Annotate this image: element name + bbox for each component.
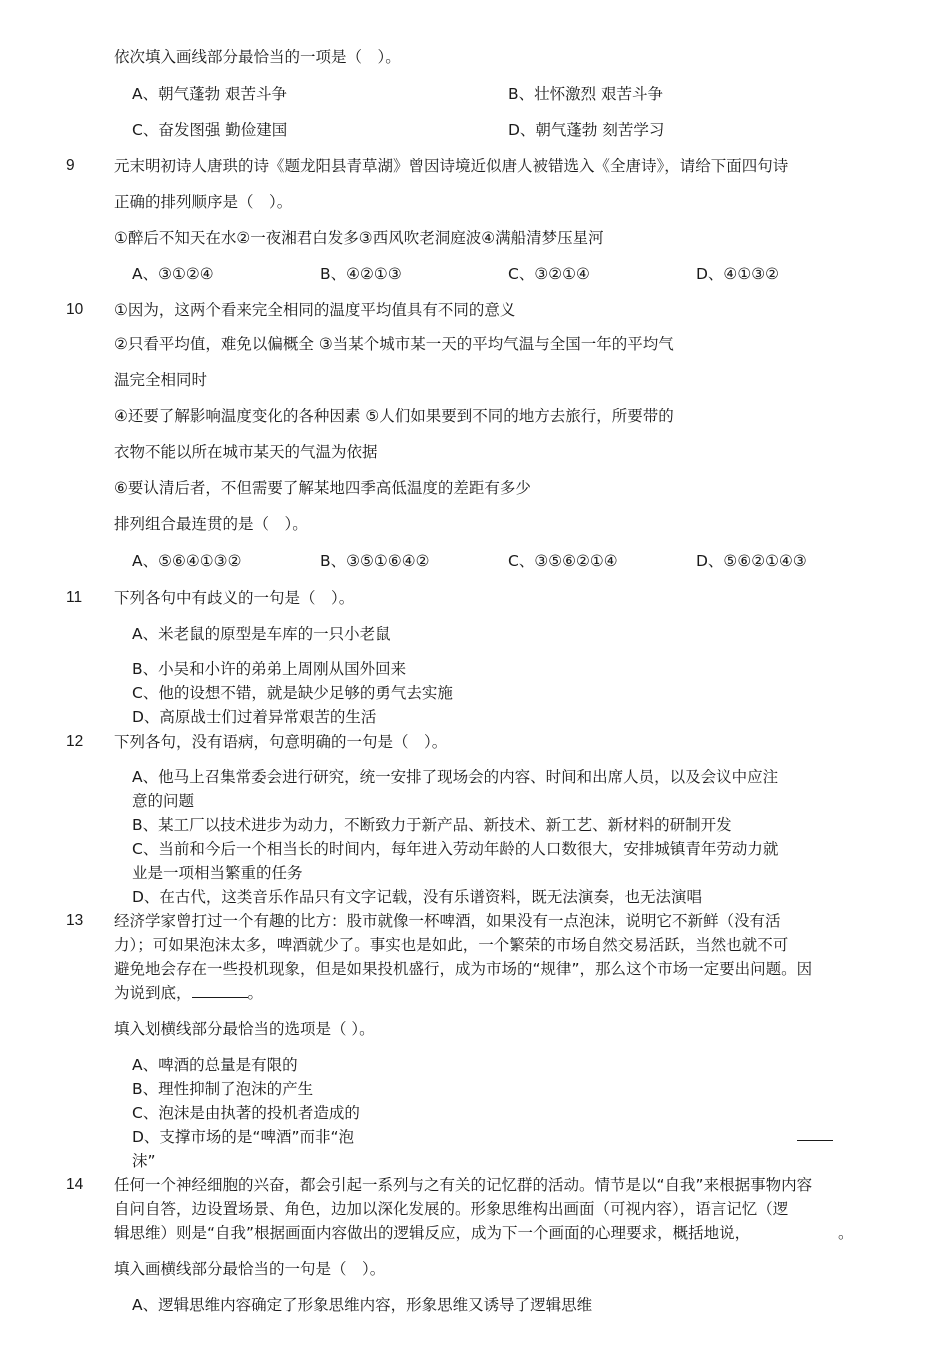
q13-passage-line-4	[114, 983, 263, 1003]
q13-question: 填入划横线部分最恰当的选项是（ ）。	[114, 1020, 375, 1038]
q14-passage-line-3: 辑思维）则是“自我”根据画面内容做出的逻辑反应，成为下一个画面的心理要求，概括地说，	[114, 1224, 751, 1242]
q11-option-a: A、米老鼠的原型是车库的一只小老鼠	[132, 625, 391, 643]
q12-option-a-line-1: A、他马上召集常委会进行研究，统一安排了现场会的内容、时间和出席人员，以及会议中应注	[132, 768, 779, 786]
q13-option-c: C、泡沫是由执著的投机者造成的	[132, 1104, 360, 1122]
q13-passage-line-1: 经济学家曾打过一个有趣的比方：股市就像一杯啤酒，如果没有一点泡沫，说明它不新鲜（没有活	[114, 912, 781, 930]
q9-option-c: C、③②①④	[508, 265, 590, 283]
q10-sentence-3-cont: 温完全相同时	[114, 371, 208, 389]
q13-option-a: A、啤酒的总量是有限的	[132, 1056, 298, 1074]
q8-option-d: D、朝气蓬勃 刻苦学习	[508, 121, 665, 139]
q13-option-d-line-1: D、支撑市场的是“啤酒”而非“泡	[132, 1128, 355, 1146]
q10-sentence-6: ⑥要认清后者，不但需要了解某地四季高低温度的差距有多少	[114, 479, 531, 497]
q8-option-b: B、壮怀激烈 艰苦斗争	[508, 85, 664, 103]
q11-option-d: D、高原战士们过着异常艰苦的生活	[132, 708, 377, 726]
q14-number: 14	[66, 1176, 84, 1193]
q13-passage-end: 。	[247, 984, 264, 1002]
q10-option-c: C、③⑤⑥②①④	[508, 552, 618, 570]
q13-passage-line-3: 避免地会存在一些投机现象，但是如果投机盛行，成为市场的“规律”，那么这个市场一定要出问题。因	[114, 960, 813, 978]
q12-option-c-line-1: C、当前和今后一个相当长的时间内，每年进入劳动年龄的人口数很大，安排城镇青年劳动力就	[132, 840, 779, 858]
q8-option-c: C、奋发图强 勤俭建国	[132, 121, 288, 139]
q13-passage-text: 为说到底，	[114, 984, 192, 1002]
q8-stem: 依次填入画线部分最恰当的一项是（ ）。	[114, 48, 401, 66]
q10-sentence-2-3: ②只看平均值，难免以偏概全 ③当某个城市某一天的平均气温与全国一年的平均气	[114, 335, 674, 353]
q14-option-a: A、逻辑思维内容确定了形象思维内容，形象思维又诱导了逻辑思维	[132, 1296, 593, 1314]
q12-number: 12	[66, 733, 84, 750]
q13-option-d-line-2: 沫”	[132, 1152, 156, 1170]
q13-stray-underline	[797, 1140, 833, 1141]
q9-poem: ①醉后不知天在水②一夜湘君白发多③西风吹老洞庭波④满船清梦压星河	[114, 229, 604, 247]
q9-stem-line-1: 元末明初诗人唐珙的诗《题龙阳县青草湖》曾因诗境近似唐人被错选入《全唐诗》，请给下面四句诗	[114, 157, 789, 175]
q9-option-d: D、④①③②	[696, 265, 780, 283]
q9-stem-line-2: 正确的排列顺序是（ ）。	[114, 193, 293, 211]
q10-sentence-5-cont: 衣物不能以所在城市某天的气温为依据	[114, 443, 378, 461]
q12-option-d: D、在古代，这类音乐作品只有文字记载，没有乐谱资料，既无法演奏，也无法演唱	[132, 888, 702, 906]
q9-option-a: A、③①②④	[132, 265, 214, 283]
q14-question: 填入画横线部分最恰当的一句是（ ）。	[114, 1260, 386, 1278]
q13-answer-blank	[192, 983, 248, 998]
q14-passage-line-2: 自问自答，边设置场景、角色，边加以深化发展的。形象思维构出画面（可视内容），语言记忆（逻	[114, 1200, 789, 1218]
q13-passage-line-2: 力）；可如果泡沫太多，啤酒就少了。事实也是如此，一个繁荣的市场自然交易活跃，当然也就不可	[114, 936, 789, 954]
q10-sentence-1: ①因为，这两个看来完全相同的温度平均值具有不同的意义	[114, 301, 516, 319]
q11-option-b: B、小吴和小许的弟弟上周刚从国外回来	[132, 660, 407, 678]
q10-option-a: A、⑤⑥④①③②	[132, 552, 242, 570]
q12-option-c-line-2: 业是一项相当繁重的任务	[132, 864, 303, 882]
q10-option-b: B、③⑤①⑥④②	[320, 552, 430, 570]
q8-option-a: A、朝气蓬勃 艰苦斗争	[132, 85, 288, 103]
q11-stem: 下列各句中有歧义的一句是（ ）。	[114, 589, 355, 607]
q12-option-b: B、某工厂以技术进步为动力，不断致力于新产品、新技术、新工艺、新材料的研制开发	[132, 816, 732, 834]
q11-option-c: C、他的设想不错，就是缺少足够的勇气去实施	[132, 684, 453, 702]
q12-option-a-line-2: 意的问题	[132, 792, 195, 810]
q10-question: 排列组合最连贯的是（ ）。	[114, 515, 308, 533]
q10-number: 10	[66, 301, 84, 318]
q14-passage-end: 。	[838, 1224, 854, 1242]
q13-number: 13	[66, 912, 84, 929]
q13-option-b: B、理性抑制了泡沫的产生	[132, 1080, 314, 1098]
q9-option-b: B、④②①③	[320, 265, 402, 283]
q10-sentence-4-5: ④还要了解影响温度变化的各种因素 ⑤人们如果要到不同的地方去旅行，所要带的	[114, 407, 674, 425]
q14-passage-line-1: 任何一个神经细胞的兴奋，都会引起一系列与之有关的记忆群的活动。情节是以“自我”来根据事物内容	[114, 1176, 813, 1194]
q9-number: 9	[66, 157, 75, 174]
q11-number: 11	[66, 589, 83, 606]
q10-option-d: D、⑤⑥②①④③	[696, 552, 807, 570]
q12-stem: 下列各句，没有语病，句意明确的一句是（ ）。	[114, 733, 448, 751]
